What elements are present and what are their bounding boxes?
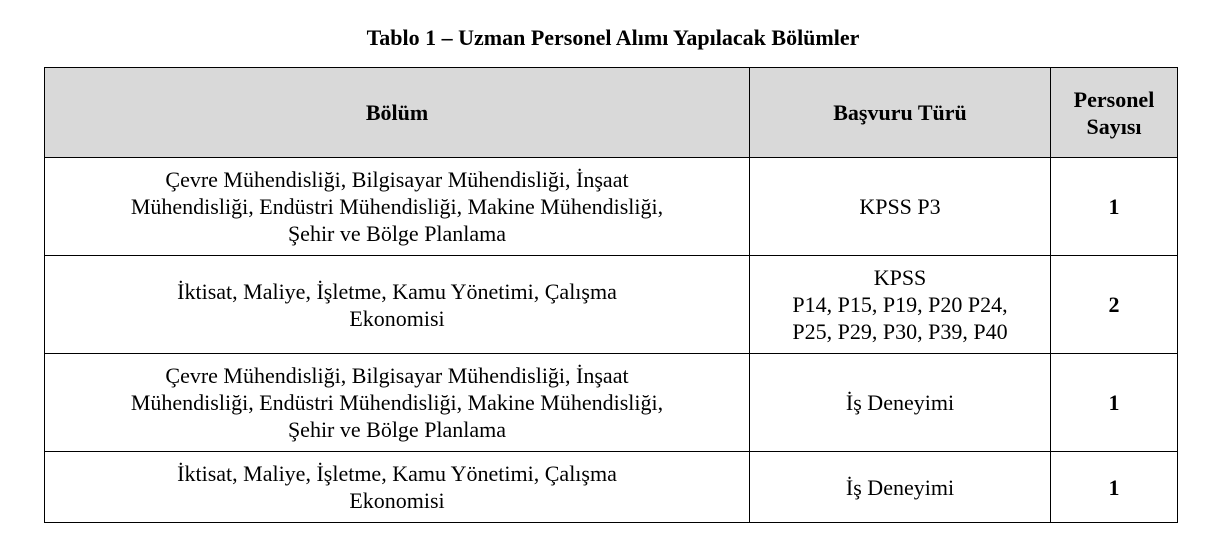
table-row <box>45 354 1178 452</box>
department-line: Mühendisliği, Endüstri Mühendisliği, Makine Mühendisliği, <box>130 390 664 415</box>
application-type-line: İş Deneyimi <box>845 390 955 415</box>
application-type-line: İş Deneyimi <box>845 474 955 500</box>
table-row <box>45 158 1178 256</box>
application-type-cell <box>750 452 1051 523</box>
header-application-type: Başvuru Türü <box>750 68 1051 158</box>
department-line: Ekonomisi <box>349 488 445 513</box>
personnel-count-cell: 1 <box>1051 452 1178 523</box>
department-line: Ekonomisi <box>349 305 445 331</box>
application-type-cell <box>750 256 1051 354</box>
personnel-count-cell: 2 <box>1051 256 1178 354</box>
application-type-line: KPSS <box>873 265 927 290</box>
department-line: Çevre Mühendisliği, Bilgisayar Mühendisliği, İnşaat <box>165 363 629 388</box>
department-line: Mühendisliği, Endüstri Mühendisliği, Makine Mühendisliği, <box>130 194 664 219</box>
department-line: İktisat, Maliye, İşletme, Kamu Yönetimi, Çalışma <box>177 278 617 304</box>
personnel-count-cell: 1 <box>1051 158 1178 256</box>
table-title: Tablo 1 – Uzman Personel Alımı Yapılacak Bölümler <box>366 25 860 50</box>
application-type-line: KPSS P3 <box>859 194 941 219</box>
personnel-table <box>44 67 1178 523</box>
table-row <box>45 256 1178 354</box>
application-type-line: P14, P15, P19, P20 P24, <box>792 292 1008 317</box>
department-cell <box>45 354 750 452</box>
department-cell <box>45 158 750 256</box>
department-line: Şehir ve Bölge Planlama <box>287 221 507 246</box>
personnel-count-cell: 1 <box>1051 354 1178 452</box>
header-department: Bölüm <box>45 68 750 158</box>
application-type-cell <box>750 354 1051 452</box>
header-personnel-count-line2: Sayısı <box>1086 113 1142 139</box>
header-personnel-count-line1: Personel <box>1073 86 1155 112</box>
department-cell <box>45 452 750 523</box>
department-line: Şehir ve Bölge Planlama <box>287 417 507 442</box>
application-type-cell <box>750 158 1051 256</box>
table-row <box>45 452 1178 523</box>
application-type-line: P25, P29, P30, P39, P40 <box>792 319 1008 344</box>
header-row <box>45 68 1178 158</box>
department-line: İktisat, Maliye, İşletme, Kamu Yönetimi, Çalışma <box>177 461 617 486</box>
header-personnel-count <box>1051 68 1178 158</box>
department-line: Çevre Mühendisliği, Bilgisayar Mühendisliği, İnşaat <box>165 167 629 192</box>
department-cell <box>45 256 750 354</box>
